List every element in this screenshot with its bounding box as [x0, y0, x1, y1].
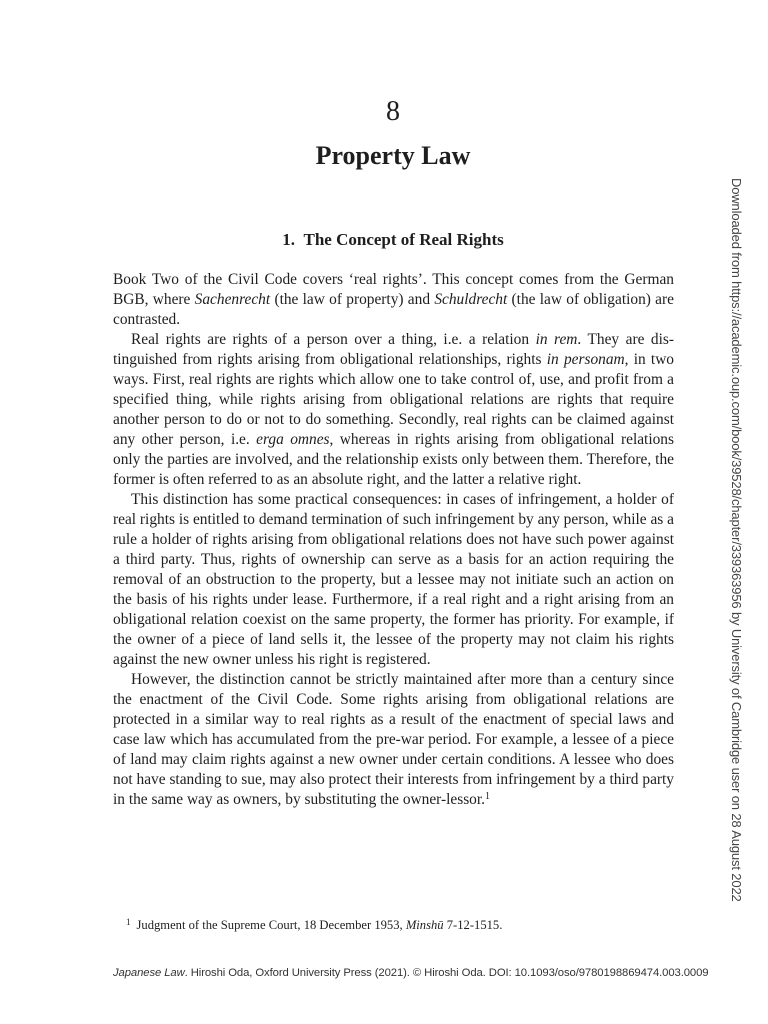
paragraph-2-term-erga-omnes: erga omnes	[256, 431, 330, 448]
download-watermark: Downloaded from https://academic.oup.com/book/39528/chapter/339363956 by University of Cambridge user on 28 August 2022	[729, 178, 744, 902]
paragraph-2	[113, 330, 674, 490]
section-title: The Concept of Real Rights	[303, 230, 504, 249]
paragraph-4	[113, 670, 674, 810]
paragraph-2-text-g: , whereas in rights arising from obligational relations only the parties are involved, and the relationship exists only between them. Therefore, the former is often referred to as an absolute right, and the latter a relative right.	[113, 431, 674, 488]
paragraph-2-text-e: , in two ways. First, real rights are rights which allow one to take control of, use, and profit from a specified thing, while rights arising from obligational relations are rights that require another person to do or not to do something. Secondly, real rights can be claimed against any other person, i.e.	[113, 351, 675, 448]
citation-book-title: Japanese Law	[113, 967, 185, 979]
paragraph-2-term-in-personam: in personam	[546, 351, 625, 368]
footnote-text-c: 7-12-1515.	[443, 918, 503, 932]
paragraph-1-text-e: (the law of obligation) are contrasted.	[113, 291, 674, 328]
paragraph-1	[113, 270, 674, 330]
footnote-marker: 1	[126, 917, 131, 927]
paragraph-2-text-a: Real rights are rights of a person over a thing, i.e. a relation	[131, 331, 536, 348]
paragraph-1-text-a: Book Two of the Civil Code covers ‘real rights’. This concept comes from the German BGB, where	[113, 271, 674, 308]
chapter-title: Property Law	[315, 141, 471, 170]
paragraph-2-term-in-rem: in rem	[535, 331, 578, 348]
paragraph-1-term-sachenrecht: Sachenrecht	[194, 291, 271, 308]
footnote-text-a: Judgment of the Supreme Court, 18 December 1953,	[136, 918, 406, 932]
section-number: 1.	[282, 230, 296, 249]
paragraph-4-text: However, the distinction cannot be strictly maintained after more than a century since the enactment of the Civil Code. Some rights arising from obligational relations are protected in a similar way to real rights as a result of the enactment of special laws and case law which has accumulated from the pre-war period. For example, a lessee of a piece of land may claim rights against a new owner under certain conditions. A lessee who does not have standing to sue, may also protect their interests from infringement by a third party in the same way as owners, by substituting the owner-lessor.	[113, 671, 674, 808]
chapter-number: 8	[386, 96, 400, 127]
footnote-reference[interactable]: 1	[485, 791, 490, 802]
paragraph-2-text-c: . They are distinguished from rights arising from obligational relationships, rights	[113, 331, 674, 368]
paragraph-3: This distinction has some practical consequences: in cases of infringement, a holder of real rights is entitled to demand termination of such infringement by any person, while as a rule a holder of rights arising from obligational relations does not have such power against a third party. Thus, rights of ownership can serve as a basis for an action requiring the removal of an obstruction to the property, but a lessee may not initiate such an action on the basis of his rights under lease. Furthermore, if a real right and a right arising from an obligational relation coexist on the same property, the former has priority. For example, if the owner of a piece of land sells it, the lessee of the property may not claim his rights against the new owner unless his right is registered.	[113, 491, 674, 668]
paragraph-1-term-schuldrecht: Schuldrecht	[434, 291, 508, 308]
section-heading	[0, 229, 768, 251]
paragraph-1-text-c: (the law of property) and	[270, 291, 435, 308]
citation-line	[113, 966, 713, 980]
body-text	[113, 270, 674, 810]
citation-details: . Hiroshi Oda, Oxford University Press (2021). © Hiroshi Oda. DOI: 10.1093/oso/9780198869474.003.0009	[184, 967, 709, 979]
footnote-reporter-name: Minshū	[405, 918, 444, 932]
footnote	[126, 913, 686, 934]
